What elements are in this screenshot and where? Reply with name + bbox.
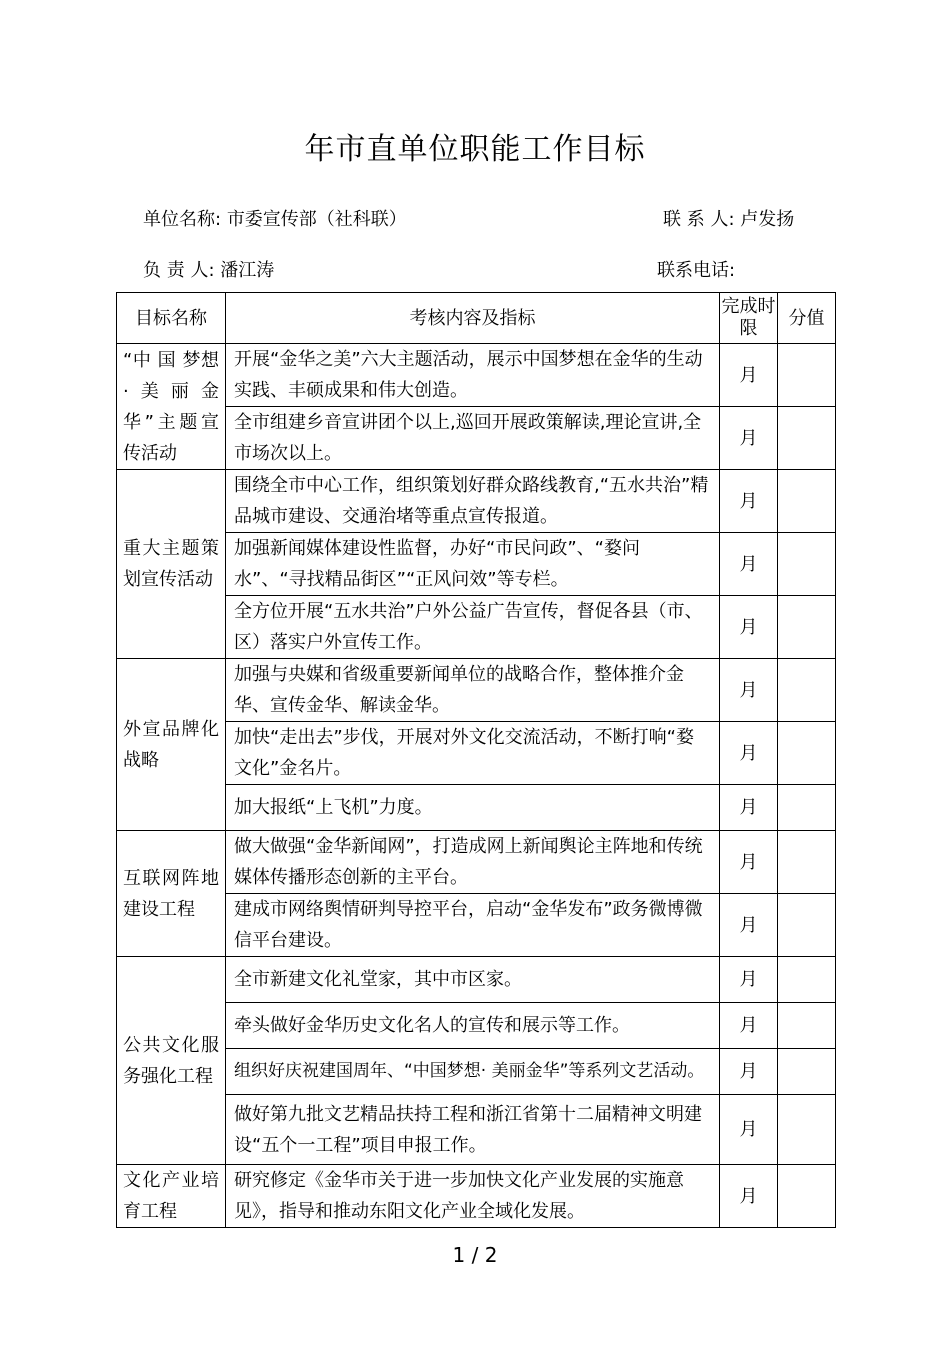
goal-name: “中 国 梦想·美丽金华”主题宣传活动 xyxy=(117,344,226,470)
header-time: 完成时限 xyxy=(720,293,778,344)
goal-score xyxy=(778,1095,836,1165)
goal-time: 月 xyxy=(720,785,778,831)
goal-content: 研究修定《金华市关于进一步加快文化产业发展的实施意见》，指导和推动东阳文化产业全域化发展。 xyxy=(226,1165,720,1228)
unit-value: 市委宣传部（社科联） xyxy=(226,209,407,230)
goal-time: 月 xyxy=(720,831,778,894)
goal-time: 月 xyxy=(720,1095,778,1165)
goal-content: 加强与央媒和省级重要新闻单位的战略合作，整体推介金华、宣传金华、解读金华。 xyxy=(226,659,720,722)
table-row xyxy=(117,470,836,533)
goal-time: 月 xyxy=(720,894,778,957)
goal-content: 加强新闻媒体建设性监督，办好“市民问政”、“婺问水”、“寻找精品街区”“正风问效”等专栏。 xyxy=(226,533,720,596)
goal-score xyxy=(778,1003,836,1049)
table-row xyxy=(117,831,836,894)
goal-name: 外宣品牌化战略 xyxy=(117,659,226,831)
contact-phone xyxy=(657,256,735,282)
contact-person xyxy=(663,205,794,231)
goal-time: 月 xyxy=(720,407,778,470)
header-name: 目标名称 xyxy=(117,293,226,344)
goal-content: 建成市网络舆情研判导控平台，启动“金华发布”政务微博微信平台建设。 xyxy=(226,894,720,957)
leader xyxy=(143,256,274,282)
goal-name: 文化产业培育工程 xyxy=(117,1165,226,1228)
goal-content: 牵头做好金华历史文化名人的宣传和展示等工作。 xyxy=(226,1003,720,1049)
goal-content: 做好第九批文艺精品扶持工程和浙江省第十二届精神文明建设“五个一工程”项目申报工作。 xyxy=(226,1095,720,1165)
goal-time: 月 xyxy=(720,533,778,596)
goal-content: 围绕全市中心工作，组织策划好群众路线教育,“五水共治”精品城市建设、交通治堵等重点宣传报道。 xyxy=(226,470,720,533)
goal-content: 组织好庆祝建国周年、“中国梦想· 美丽金华”等系列文艺活动。 xyxy=(226,1049,720,1095)
goal-content: 开展“金华之美”六大主题活动，展示中国梦想在金华的生动实践、丰硕成果和伟大创造。 xyxy=(226,344,720,407)
goal-content: 加快“走出去”步伐，开展对外文化交流活动，不断打响“婺文化”金名片。 xyxy=(226,722,720,785)
goal-time: 月 xyxy=(720,470,778,533)
goal-content: 做大做强“金华新闻网”，打造成网上新闻舆论主阵地和传统媒体传播形态创新的主平台。 xyxy=(226,831,720,894)
goals-table xyxy=(116,292,836,1228)
goal-time: 月 xyxy=(720,1003,778,1049)
table-row xyxy=(117,957,836,1003)
goal-time: 月 xyxy=(720,1049,778,1095)
header-score: 分值 xyxy=(778,293,836,344)
goal-name: 重大主题策划宣传活动 xyxy=(117,470,226,659)
goal-score xyxy=(778,407,836,470)
goal-score xyxy=(778,957,836,1003)
goal-time: 月 xyxy=(720,957,778,1003)
phone-label: 联系电话: xyxy=(657,260,736,281)
goal-content: 全市新建文化礼堂家，其中市区家。 xyxy=(226,957,720,1003)
goal-name: 互联网阵地建设工程 xyxy=(117,831,226,957)
goal-score xyxy=(778,344,836,407)
goal-score xyxy=(778,596,836,659)
goal-score xyxy=(778,831,836,894)
goal-name: 公共文化服务强化工程 xyxy=(117,957,226,1165)
goal-time: 月 xyxy=(720,1165,778,1228)
table-row xyxy=(117,1165,836,1228)
unit-label: 单位名称: xyxy=(143,209,222,230)
goal-score xyxy=(778,785,836,831)
page-title: 年市直单位职能工作目标 xyxy=(304,132,646,167)
goal-score xyxy=(778,470,836,533)
page-number: 1 / 2 xyxy=(452,1243,498,1267)
goal-time: 月 xyxy=(720,344,778,407)
table-header-row xyxy=(117,293,836,344)
goal-score xyxy=(778,1049,836,1095)
goal-content: 全方位开展“五水共治”户外公益广告宣传，督促各县（市、区）落实户外宣传工作。 xyxy=(226,596,720,659)
contact-label: 联 系 人: xyxy=(663,209,735,230)
goal-content: 全市组建乡音宣讲团个以上,巡回开展政策解读,理论宣讲,全市场次以上。 xyxy=(226,407,720,470)
unit-name xyxy=(143,205,407,231)
goal-score xyxy=(778,894,836,957)
goal-time: 月 xyxy=(720,722,778,785)
goal-time: 月 xyxy=(720,596,778,659)
table-row xyxy=(117,344,836,407)
leader-label: 负 责 人: xyxy=(143,260,215,281)
goal-score xyxy=(778,1165,836,1228)
goal-time: 月 xyxy=(720,659,778,722)
header-content: 考核内容及指标 xyxy=(226,293,720,344)
contact-value: 卢发扬 xyxy=(740,209,795,230)
leader-value: 潘江涛 xyxy=(220,260,275,281)
goal-content: 加大报纸“上飞机”力度。 xyxy=(226,785,720,831)
table-row xyxy=(117,659,836,722)
goal-score xyxy=(778,659,836,722)
goal-score xyxy=(778,722,836,785)
goal-score xyxy=(778,533,836,596)
